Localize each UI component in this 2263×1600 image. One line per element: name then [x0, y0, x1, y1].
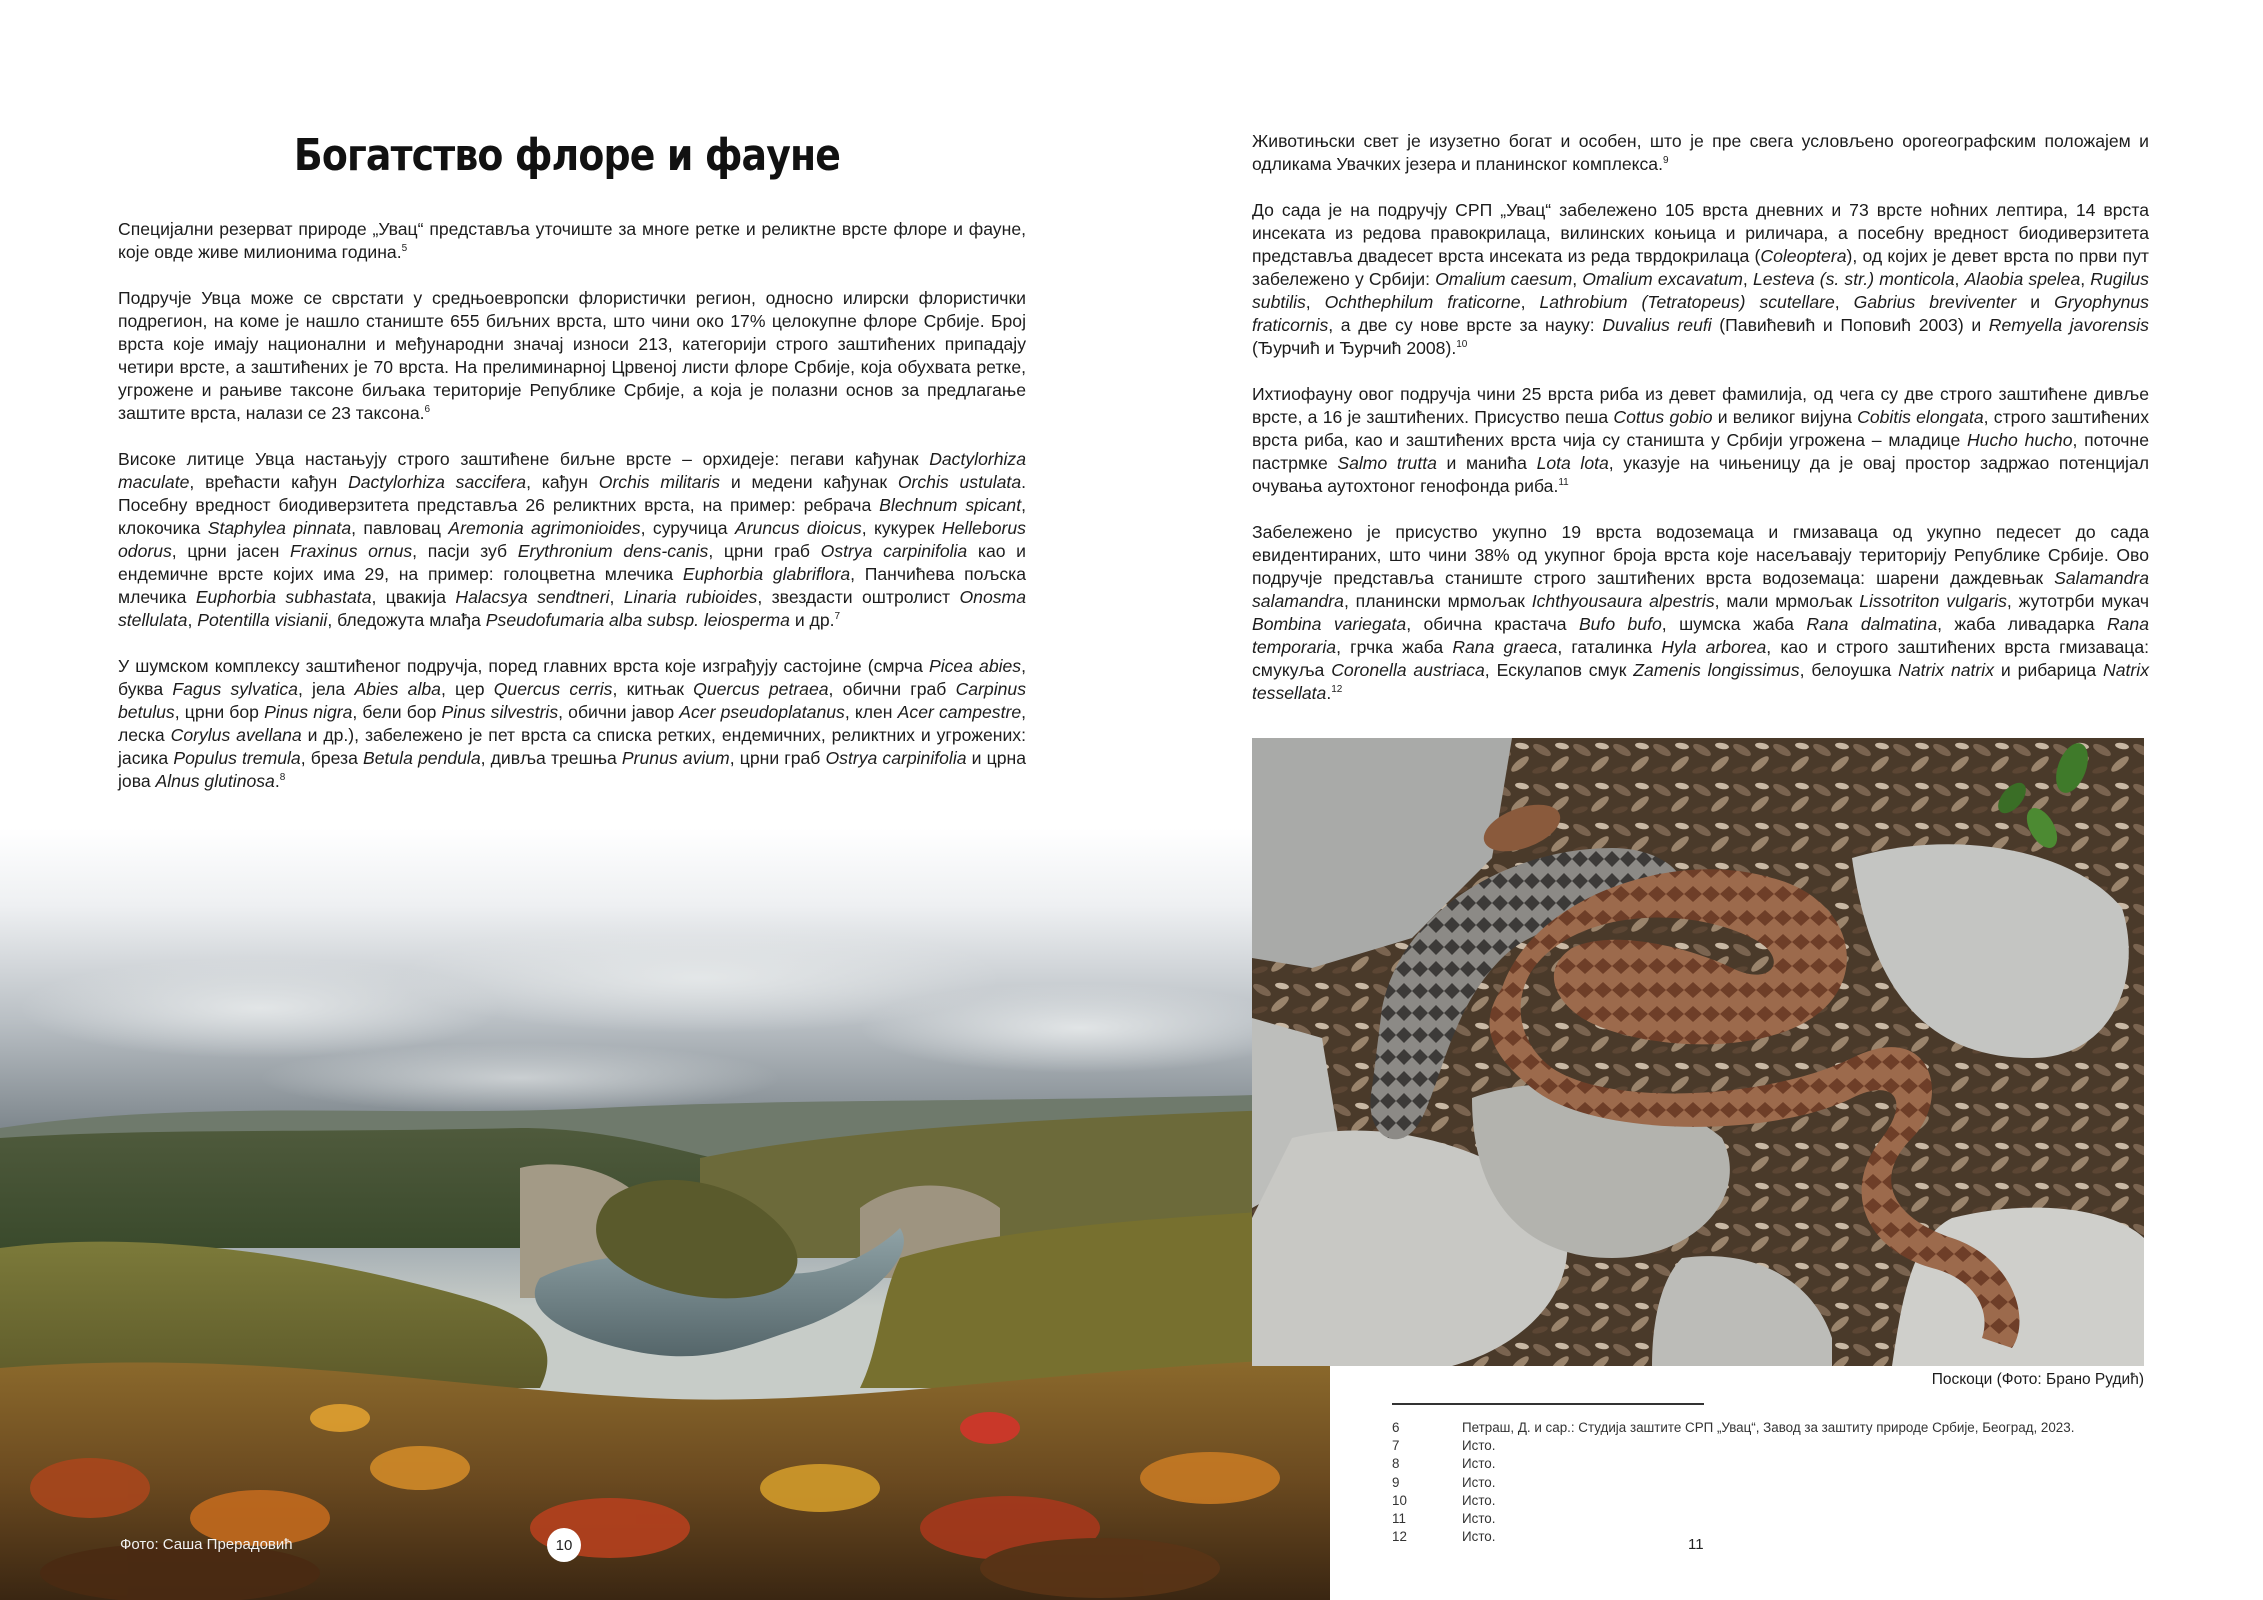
- footnote-text: Исто.: [1462, 1529, 1496, 1545]
- footnote-text: Петраш, Д. и сар.: Студија заштите СРП „Увац“, Завод за заштиту природе Србије, Београд, 2023.: [1462, 1420, 2075, 1435]
- footnote: [1392, 1474, 2192, 1492]
- footnote-number: 12: [1392, 1529, 1407, 1545]
- left-paragraph-1: Специјални резерват природе „Увац“ представља уточиште за многе ретке и реликтне врсте флоре и фауне, које овде живе милионима година.$^5$: [118, 219, 1026, 262]
- footnote-number: 10: [1392, 1492, 1407, 1508]
- right-paragraph-4: Забележено је присуство укупно 19 врста водоземаца и гмизаваца од укупно педесет до сада евидентираних, што чини 38% од укупног броја врста које насељавају територију Републике Србије. Ово подручје представља станиште строго заштићених врста водоземаца: шарени даждевњак Salamandra salamandra, планински мрмољак Ichthyousaura alpestris, мали мрмољак Lissotriton vulgaris, жутотрби мукач Bombina variegata, обична крастача Bufo bufo, шумска жаба Rana dalmatina, жаба ливадарка Rana temporaria, грчка жаба Rana graeca, гаталинка Hyla arborea, као и строго заштићених врста гмизаваца: смукуља Coronella austriaca, Ескулапов смук Zamenis longissimus, белоушка Natrix natrix и рибарица Natrix tessellata.$^{12}$: [1252, 522, 2150, 703]
- footnote-text: Исто.: [1462, 1492, 1496, 1508]
- right-paragraph-2: До сада је на подручју СРП „Увац“ забележено 105 врста дневних и 73 врсте ноћних лептира, 14 врста инсеката из редова правокрилаца, вилинских коњица и риличара, а посебну вредност биодиверзитета представља двадесет врста инсеката из реда тврдокрилаца (Coleoptera), од којих је девет врста по први пут забележено у Србији: Omalium caesum, Omalium excavatum, Lesteva (s. str.) monticola, Alaobia spelea, Rugilus subtilis, Ochthephilum fraticorne, Lathrobium (Tetratopeus) scutellare, Gabrius breviventer и Gryophynus fraticornis, а две су нове врсте за науку: Duvalius reufi (Павићевић и Поповић 2003) и Remyella javorensis (Ђурчић и Ђурчић 2008).$^{10}$: [1252, 200, 2149, 358]
- footnote-text: Исто.: [1462, 1474, 1496, 1490]
- left-paragraph-3: Високе литице Увца настањују строго заштићене биљне врсте – орхидеје: пегави кађунак Dactylorhiza maculate, врећасти кађун Dactylorhiza saccifera, кађун Orchis militaris и медени кађунак Orchis ustulata. Посебну вредност биодиверзитета представља 26 реликтних врста, на пример: ребрача Blechnum spicant, клокочика Staphylea pinnata, павловац Aremonia agrimonioides, суручица Aruncus dioicus, кукурек Helleborus odorus, црни јасен Fraxinus ornus, пасји зуб Erythronium dens-canis, црни граб Ostrya carpinifolia као и ендемичне врсте којих има 29, на пример: голоцветна млечика Euphorbia glabriflora, Панчићева пољска млечика Euphorbia subhastata, цвакија Halacsya sendtneri, Linaria rubioides, звездасти оштролист Onosma stellulata, Potentilla visianii, бледожута млађа Pseudofumaria alba subsp. leiosperma и др.$^7$: [118, 449, 1027, 630]
- footnotes: [1392, 1419, 2192, 1546]
- vipers-photo: [1252, 738, 2144, 1366]
- footnote-text: Исто.: [1462, 1438, 1496, 1454]
- uvac-landscape-photo: [0, 828, 1330, 1600]
- footnote: [1392, 1492, 2192, 1510]
- footnote-text: Исто.: [1462, 1511, 1496, 1527]
- page-number-left: 10: [547, 1528, 581, 1562]
- footnote: [1392, 1510, 2192, 1528]
- footnote: [1392, 1455, 2192, 1473]
- right-text-column: [1252, 130, 2149, 728]
- footnote-text: Исто.: [1462, 1456, 1496, 1472]
- left-paragraph-2: Подручје Увца може се сврстати у средњоевропски флористички регион, односно илирски флористички подрегион, на коме је нашло станиште 655 биљних врста, што чини око 17% целокупне флоре Србије. Број врста које имају национални и међународни значај износи 213, категорији строго заштићених припадају четири врсте, а заштићених је 70 врста. На прелиминарној Црвеној листи флоре Србије, која обухвата ретке, угрожене и рањиве таксоне биљака територије Републике Србије, а која је полазни основ за предлагање заштите врста, налази се 23 таксона.$^6$: [118, 288, 1026, 423]
- footnote-number: 11: [1392, 1511, 1406, 1527]
- vipers-photo-caption: Поскоци (Фото: Брано Рудић): [1931, 1371, 2144, 1388]
- left-text-column: [118, 218, 1026, 816]
- footnote-number: 8: [1392, 1456, 1400, 1472]
- footnote: [1392, 1528, 2192, 1546]
- footnote: [1392, 1419, 2192, 1437]
- footnote-number: 9: [1392, 1474, 1400, 1490]
- left-paragraph-4: У шумском комплексу заштићеног подручја, поред главних врста које изграђују састојине (смрча Picea abies, буква Fagus sylvatica, јела Abies alba, цер Quercus cerris, китњак Quercus petraea, обични граб Carpinus betulus, црни бор Pinus nigra, бели бор Pinus silvestris, обични јавор Acer pseudoplatanus, клен Acer campestre, леска Corylus avellana и др.), забележено је пет врста са списка ретких, ендемичних, реликтних и угрожених: јасика Populus tremula, бреза Betula pendula, дивља трешња Prunus avium, црни граб Ostrya carpinifolia и црна јова Alnus glutinosa.$^8$: [118, 656, 1027, 791]
- page-title: Богатство флоре и фауне: [293, 130, 841, 181]
- footnote: [1392, 1437, 2192, 1455]
- right-paragraph-1: Животињски свет је изузетно богат и особен, што је пре свега условљено орогеографским положајем и одликама Увачких језера и планинског комплекса.$^9$: [1252, 131, 2149, 174]
- page-number-right: 11: [1688, 1536, 1704, 1553]
- footnote-number: 7: [1392, 1438, 1400, 1454]
- footnote-divider: [1392, 1403, 1704, 1405]
- right-paragraph-3: Ихтиофауну овог подручја чини 25 врста риба из девет фамилија, од чега су две строго заштићене дивље врсте, а 16 је заштићених. Присуство пеша Cottus gobio и великог вијуна Cobitis elongata, строго заштићених врста риба, као и заштићених врста чија су станишта у Србији угрожена – младице Hucho hucho, поточне пастрмке Salmo trutta и манића Lota lota, указује на чињеницу да је овај простор задржао потенцијал очувања аутохтоног генофонда риба.$^{11}$: [1252, 384, 2150, 496]
- footnote-number: 6: [1392, 1420, 1400, 1435]
- photo-credit-left: Фото: Саша Прерадовић: [120, 1536, 293, 1553]
